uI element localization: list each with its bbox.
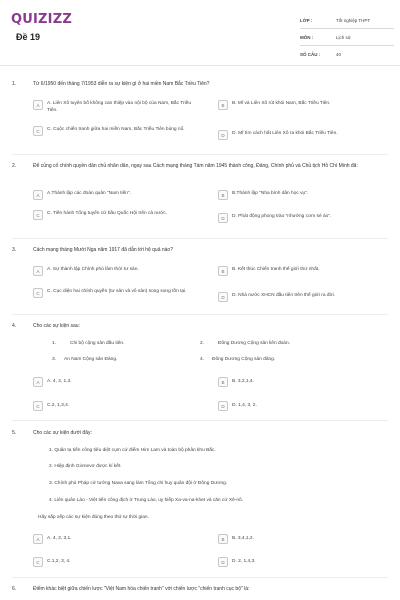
meta-key: LỚP : bbox=[300, 17, 313, 23]
option-a[interactable] bbox=[33, 266, 203, 276]
option-text: D. Phát động phong trào "nhường cơm sẻ áo". bbox=[232, 214, 332, 219]
option-text: B. Kết thúc Chiến tranh thế giới thứ nhất. bbox=[232, 267, 320, 272]
option-letter-box: D bbox=[218, 130, 228, 140]
option-c[interactable] bbox=[33, 126, 203, 136]
event-text: Đông Dương Cộng sản đảng. bbox=[212, 357, 276, 362]
option-text: D. Nhà nước XHCN đầu tiên trên thế giới ra đời. bbox=[232, 293, 336, 298]
event-line: 2. Hiệp định Giơnevơ được kí kết. bbox=[49, 464, 122, 469]
option-d[interactable] bbox=[218, 557, 388, 567]
option-c[interactable] bbox=[33, 288, 203, 298]
option-text: A.Thành lập các đoàn quân "Nam tiến". bbox=[47, 191, 131, 196]
option-c[interactable] bbox=[33, 401, 203, 411]
question-number: 2. bbox=[12, 163, 17, 169]
option-text: C.1,2, 3, 4. bbox=[47, 559, 71, 564]
page-header bbox=[0, 0, 400, 70]
option-a[interactable] bbox=[33, 190, 203, 200]
option-letter-box: A bbox=[33, 377, 43, 387]
option-letter-box: A bbox=[33, 100, 43, 110]
option-letter-box: B bbox=[218, 100, 228, 110]
option-a[interactable] bbox=[33, 534, 203, 544]
question-text: Để củng cố chính quyền dân chủ nhân dân, ngay sau Cách mạng tháng Tám năm 1945 thành công, Đảng, Chính phủ và Chủ tịch Hồ Chí Minh đã: bbox=[33, 163, 358, 169]
meta-row-count bbox=[300, 46, 394, 63]
option-text: B. Mĩ và Liên Xô rút khỏi Nam, Bắc Triều Tiên. bbox=[232, 101, 331, 106]
option-text: A. Liên Xô tuyên bố không can thiệp vào nội bộ của Nam, Bắc Triều Tiên. bbox=[47, 101, 191, 113]
event-number: 2. bbox=[200, 341, 205, 346]
option-letter-box: B bbox=[218, 534, 228, 544]
option-b[interactable] bbox=[218, 534, 388, 544]
option-letter-box: C bbox=[33, 557, 43, 567]
meta-value: Tốt nghiệp THPT bbox=[336, 17, 371, 23]
option-text: D. 1,4, 3, 2. bbox=[232, 403, 257, 408]
question-text: Cho các sự kiện sau: bbox=[33, 323, 80, 329]
option-letter-box: C bbox=[33, 401, 43, 411]
question-divider bbox=[12, 420, 388, 421]
question-text: Cho các sự kiện dưới đây: bbox=[33, 430, 92, 436]
question-divider bbox=[12, 314, 388, 315]
question-text: Điểm khác biệt giữa chiến lược "Việt Nam hóa chiến tranh" với chiến lược "chiến tranh cục bộ" là: bbox=[33, 586, 250, 592]
question-divider bbox=[12, 154, 388, 155]
meta-value: Lịch sử bbox=[336, 34, 351, 40]
option-a[interactable] bbox=[33, 100, 203, 114]
option-b[interactable] bbox=[218, 100, 388, 110]
option-d[interactable] bbox=[218, 213, 388, 223]
option-letter-box: B bbox=[218, 190, 228, 200]
question-text: Từ 6/1950 đến tháng 7/1953 diễn ra sự kiện gì ở hai miền Nam Bắc Triều Tiên? bbox=[33, 81, 210, 87]
option-d[interactable] bbox=[218, 401, 388, 411]
option-text: B. 3,2,1,4. bbox=[232, 379, 254, 384]
meta-row-class bbox=[300, 12, 394, 29]
meta-value: 40 bbox=[336, 52, 342, 57]
option-c[interactable] bbox=[33, 210, 203, 220]
option-text: A. 4, 2, 1,3. bbox=[47, 379, 72, 384]
option-letter-box: C bbox=[33, 210, 43, 220]
event-number: 3. bbox=[52, 357, 57, 362]
option-text: C.2, 1,3,4. bbox=[47, 403, 70, 408]
page-title: Đề 19 bbox=[16, 32, 41, 42]
option-letter-box: B bbox=[218, 266, 228, 276]
option-b[interactable] bbox=[218, 190, 388, 200]
option-d[interactable] bbox=[218, 292, 388, 302]
option-a[interactable] bbox=[33, 377, 203, 387]
option-text: D. 2, 1,4,3. bbox=[232, 559, 256, 564]
meta-row-subject bbox=[300, 29, 394, 46]
event-number: 4. bbox=[200, 357, 205, 362]
question-number: 6. bbox=[12, 586, 17, 592]
option-b[interactable] bbox=[218, 266, 388, 276]
event-line: 4. Liên quân Lào - Việt tiến công địch ở Trung Lào, uy hiếp Xa-va-na-khet và căn cứ Xê-nô. bbox=[49, 498, 243, 503]
event-text: An Nam Cộng sản Đảng. bbox=[64, 357, 118, 362]
option-letter-box: A bbox=[33, 190, 43, 200]
option-text: C. Cuộc chiến tranh giữa hai miền Nam, Bắc Triều Tiên bùng nổ. bbox=[47, 127, 185, 132]
option-letter-box: A bbox=[33, 534, 43, 544]
question-instruction: Hãy sắp xếp các sự kiện đúng theo thứ tự thời gian. bbox=[38, 515, 149, 520]
option-letter-box: D bbox=[218, 213, 228, 223]
question-number: 4. bbox=[12, 323, 17, 329]
option-text: B. 3,4,1,2. bbox=[232, 536, 254, 541]
event-line: 1. Quân ta tiến công tiêu diệt cụm cứ điểm Him Lam và toàn bộ phân khu Bắc. bbox=[49, 448, 216, 453]
option-text: B.Thành lập "Nha bình dân học vụ". bbox=[232, 191, 309, 196]
option-b[interactable] bbox=[218, 377, 388, 387]
meta-key: MÔN : bbox=[300, 34, 314, 40]
option-letter-box: D bbox=[218, 401, 228, 411]
option-letter-box: C bbox=[33, 288, 43, 298]
option-letter-box: B bbox=[218, 377, 228, 387]
option-letter-box: D bbox=[218, 292, 228, 302]
header-divider bbox=[0, 65, 400, 66]
option-text: D. Mĩ tìm cách hất Liên Xô ra khỏi Bắc Triều Tiên. bbox=[232, 131, 338, 136]
question-text: Cách mạng tháng Mười Nga năm 1917 đã dẫn tới hệ quả nào? bbox=[33, 247, 173, 253]
option-text: A. Sự thành lập Chính phủ lâm thời tư sản. bbox=[47, 267, 139, 272]
question-number: 5. bbox=[12, 430, 17, 436]
event-text: Chi bộ cộng sản đầu tiên. bbox=[70, 341, 125, 346]
meta-table bbox=[300, 12, 394, 63]
event-number: 1. bbox=[52, 341, 57, 346]
option-c[interactable] bbox=[33, 557, 203, 567]
event-text: Đông Dương Cộng sản liên đoàn. bbox=[218, 341, 290, 346]
option-text: C. Tiến hành Tổng tuyển cử bầu Quốc Hội trên cả nước. bbox=[47, 211, 168, 216]
option-text: A. 4, 2, 3,1. bbox=[47, 536, 72, 541]
option-text: C. Cục diện hai chính quyền (tư sản và vô sản) song song tồn tại. bbox=[47, 289, 187, 294]
question-divider bbox=[12, 238, 388, 239]
quizizz-logo: QUIZIZZ bbox=[11, 12, 72, 27]
option-letter-box: C bbox=[33, 126, 43, 136]
option-d[interactable] bbox=[218, 130, 388, 140]
meta-key: SỐ CÂU : bbox=[300, 52, 321, 57]
question-number: 1. bbox=[12, 81, 17, 87]
question-divider bbox=[12, 577, 388, 578]
event-line: 3. Chính phủ Pháp cử tướng Nava sang làm Tổng chỉ huy quân đội ở Đông Dương. bbox=[49, 481, 228, 486]
question-number: 3. bbox=[12, 247, 17, 253]
option-letter-box: A bbox=[33, 266, 43, 276]
option-letter-box: D bbox=[218, 557, 228, 567]
